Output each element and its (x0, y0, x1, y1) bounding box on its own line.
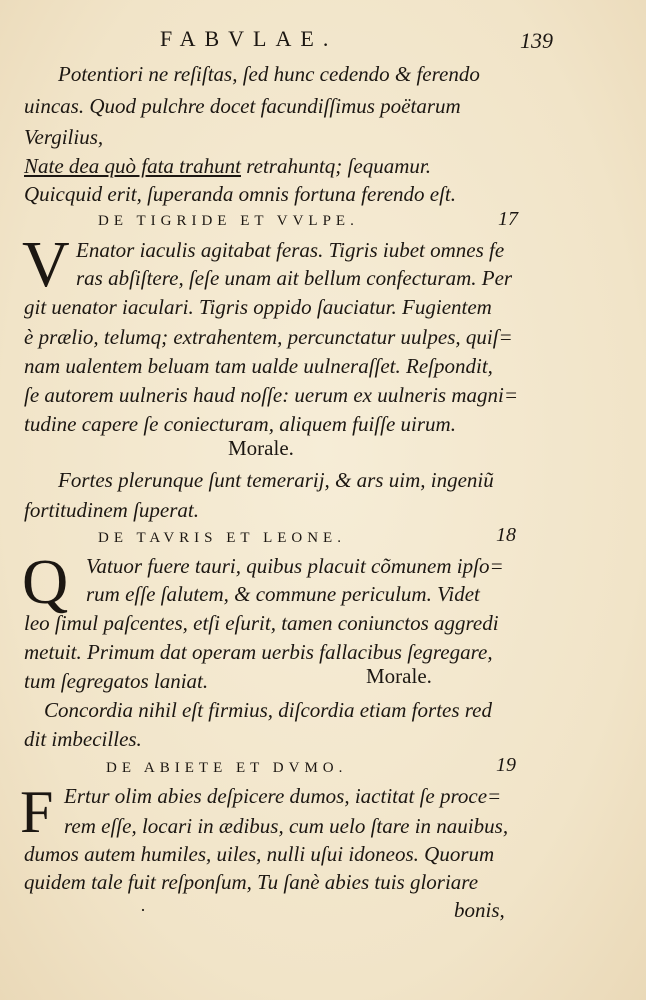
running-header: FABVLAE. (160, 26, 338, 51)
moral-label: Morale. (366, 664, 432, 688)
text-line: Ertur olim abies deſpicere dumos, iactitat ſe proce= (64, 784, 502, 808)
verse-underlined: Nate dea quò fata trahunt (24, 154, 241, 178)
text-line: uincas. Quod pulchre docet facundiſſimus poëtarum (24, 94, 461, 118)
catchword: bonis, (454, 898, 505, 922)
text-line: quidem tale fuit reſponſum, Tu ſanè abies tuis gloriare (24, 870, 479, 894)
fable-number: 18 (496, 524, 516, 546)
drop-cap: F (20, 779, 54, 845)
text-line: ras abſiſtere, ſeſe unam ait bellum confecturam. Per (76, 266, 513, 290)
moral-label: Morale. (228, 436, 294, 460)
text-line: Fortes plerunque ſunt temerarij, & ars uim, ingeniũ (58, 468, 494, 492)
text-line: leo ſimul paſcentes, etſi eſurit, tamen coniunctos aggredi (24, 611, 499, 635)
verse-rest: retrahuntq; ſequamur. (241, 154, 431, 178)
drop-cap: Q (22, 546, 69, 617)
text-line: Concordia nihil eſt firmius, diſcordia etiam fortes red (44, 698, 492, 722)
fable-number: 19 (496, 754, 516, 776)
text-line: Enator iaculis agitabat feras. Tigris iubet omnes fe (76, 238, 505, 262)
text-line: rem eſſe, locari in ædibus, cum uelo ſtare in nauibus, (64, 814, 509, 838)
ink-speck: · (140, 900, 146, 920)
text-line: tudine capere ſe coniecturam, aliquem fuiſſe uirum. (24, 412, 456, 436)
drop-cap: V (22, 228, 70, 301)
fable-number: 17 (498, 208, 518, 230)
text-line: dit imbecilles. (24, 727, 142, 751)
text-line: fortitudinem ſuperat. (24, 498, 199, 522)
text-line: git uenator iaculari. Tigris oppido ſauciatur. Fugientem (24, 295, 492, 319)
text-line: Vatuor fuere tauri, quibus placuit cõmunem ipſo= (86, 554, 504, 578)
text-line: rum eſſe ſalutem, & commune periculum. Videt (86, 582, 480, 606)
fable-heading: DE ABIETE ET DVMO. (106, 760, 348, 776)
text-line: Potentiori ne reſiſtas, ſed hunc cedendo & ferendo (58, 62, 480, 86)
page-number: 139 (520, 28, 553, 53)
text-line: metuit. Primum dat operam uerbis fallacibus ſegregare, (24, 640, 493, 664)
text-line: nam ualentem beluam tam ualde uulneraſſet. Reſpondit, (24, 354, 493, 378)
text-line: Vergilius, (24, 125, 104, 149)
text-line: dumos autem humiles, uiles, nulli uſui idoneos. Quorum (24, 842, 495, 866)
fable-heading: DE TAVRIS ET LEONE. (98, 530, 346, 546)
verse-line (24, 152, 431, 180)
text-line: ſe autorem uulneris haud noſſe: uerum ex uulneris magni= (24, 383, 518, 407)
fable-heading: DE TIGRIDE ET VVLPE. (98, 213, 359, 229)
text-line: tum ſegregatos laniat. (24, 669, 209, 693)
verse-line: Quicquid erit, ſuperanda omnis fortuna ferendo eſt. (24, 182, 457, 206)
text-line: è prælio, telumq; extrahentem, percunctatur uulpes, quiſ= (24, 325, 513, 349)
